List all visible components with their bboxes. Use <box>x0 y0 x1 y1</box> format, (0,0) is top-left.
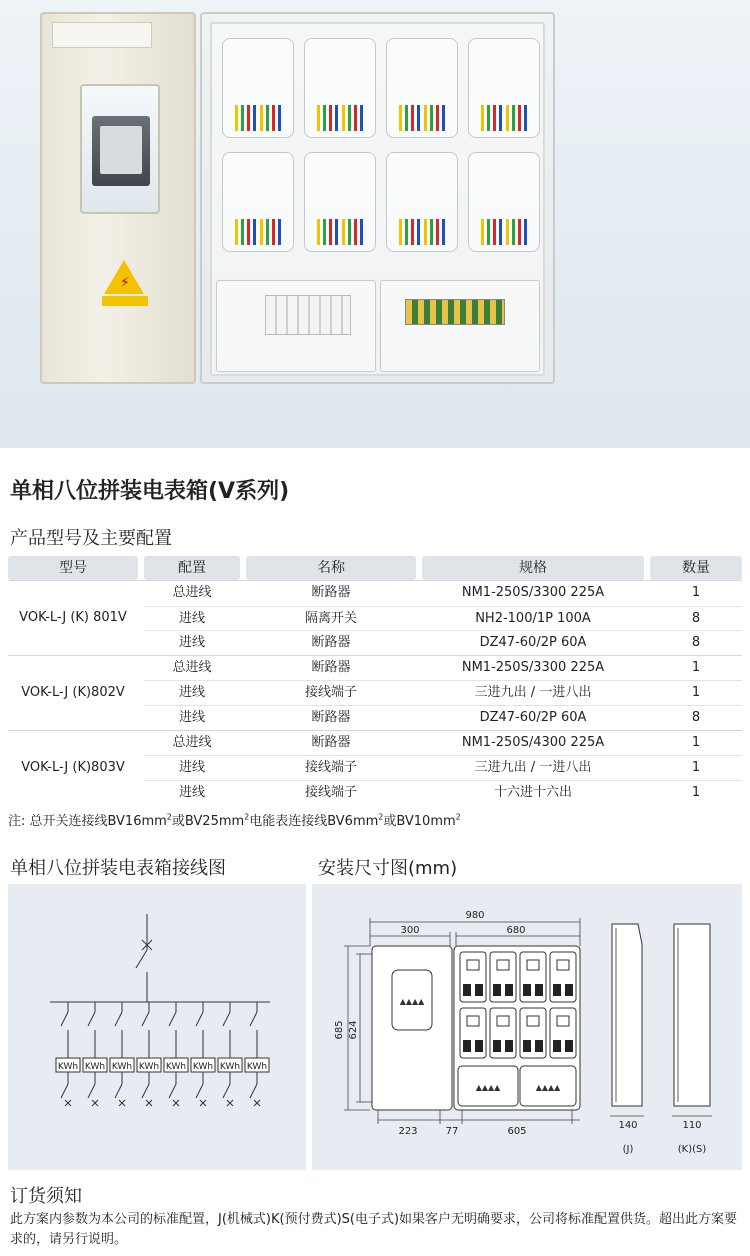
table-group <box>8 730 742 805</box>
table-cell: 断路器 <box>311 585 351 600</box>
dimension-drawing <box>312 884 742 1170</box>
dim-depth-j: 140 <box>618 1120 638 1131</box>
table-row <box>144 656 742 681</box>
table-cell: 1 <box>691 734 701 750</box>
svg-text:▲▲▲▲: ▲▲▲▲ <box>535 1083 561 1092</box>
dim-right-width: 680 <box>506 925 526 936</box>
table-cell: NH2-100/1P 100A <box>475 610 591 626</box>
table-row <box>144 780 742 805</box>
main-breaker <box>92 116 150 186</box>
kwh-label: KWh <box>219 1062 241 1072</box>
model-cell: VOK-L-J (K) 801V <box>19 610 127 625</box>
header-config: 配置 <box>144 556 240 580</box>
dim-bottom-right: 605 <box>507 1126 527 1137</box>
model-cell: VOK-L-J (K)803V <box>21 759 125 775</box>
header-qty: 数量 <box>650 556 742 580</box>
table-cell: 断路器 <box>311 635 351 651</box>
dim-outer-height: 685 <box>334 1020 345 1040</box>
table-cell: 隔离开关 <box>304 610 357 626</box>
header-spec: 规格 <box>422 556 644 580</box>
terminal-compartment <box>380 280 540 372</box>
breaker-compartment <box>216 280 376 372</box>
meter-frame <box>210 22 545 376</box>
kwh-label: KWh <box>246 1062 268 1072</box>
table-cell: 8 <box>691 610 701 626</box>
table-cell: 进线 <box>178 784 205 800</box>
wiring-diagram <box>8 884 306 1170</box>
svg-text:▲▲▲▲: ▲▲▲▲ <box>475 1083 501 1092</box>
kwh-label: KWh <box>57 1062 79 1072</box>
meter-slot <box>304 38 376 138</box>
nameplate <box>52 22 152 48</box>
table-cell: 接线端子 <box>304 685 357 701</box>
table-cell: 进线 <box>178 760 205 776</box>
section-title-wiring: 单相八位拼装电表箱接线图 <box>10 858 226 879</box>
header-name: 名称 <box>246 556 416 580</box>
meter-slot <box>386 38 458 138</box>
section-title-specs: 产品型号及主要配置 <box>10 528 172 549</box>
dim-left-width: 300 <box>400 925 420 936</box>
table-cell: 断路器 <box>311 734 351 750</box>
table-cell: 1 <box>691 585 701 600</box>
dimension-drawing-panel <box>312 884 742 1170</box>
table-cell: 接线端子 <box>304 760 357 776</box>
table-cell: 断路器 <box>311 709 351 725</box>
section-title-dimensions: 安装尺寸图(mm) <box>318 858 458 879</box>
table-cell: 1 <box>691 685 701 701</box>
svg-text:▲▲▲▲: ▲▲▲▲ <box>399 997 425 1006</box>
meter-slot <box>222 38 294 138</box>
table-cell: 进线 <box>178 709 205 725</box>
page-title: 单相八位拼装电表箱(V系列) <box>10 479 290 504</box>
table-group <box>8 655 742 730</box>
table-cell: NM1-250S/4300 225A <box>461 734 605 750</box>
label-j: (J) <box>622 1144 634 1155</box>
table-cell: 8 <box>691 635 701 651</box>
table-cell: 十六进十六出 <box>493 784 572 800</box>
table-row <box>144 680 742 705</box>
dim-depth-ks: 110 <box>682 1120 702 1131</box>
product-photo <box>0 0 750 448</box>
warning-label <box>102 296 148 306</box>
table-cell: 总进线 <box>172 585 212 600</box>
kwh-label: KWh <box>165 1062 187 1072</box>
spec-table <box>8 556 742 804</box>
table-cell: NM1-250S/3300 225A <box>461 585 605 600</box>
cabinet-meter-compartment <box>200 12 555 384</box>
table-cell: 进线 <box>178 610 205 626</box>
order-notice-text: 此方案内参数为本公司的标准配置，J(机械式)K(预付费式)S(电子式)如果客户无明确要求，公司将标准配置供货。超出此方案要求的，请另行说明。 <box>10 1212 738 1247</box>
section-title-order: 订货须知 <box>10 1186 82 1207</box>
dim-total-width: 980 <box>465 910 485 921</box>
dim-bottom-left: 223 <box>398 1126 418 1137</box>
table-cell: DZ47-60/2P 60A <box>479 635 587 651</box>
breaker-window <box>80 84 160 214</box>
table-header <box>8 556 742 580</box>
table-cell: 接线端子 <box>304 784 357 800</box>
table-cell: 1 <box>691 784 701 800</box>
table-cell: 1 <box>691 760 701 776</box>
table-row <box>144 755 742 780</box>
table-cell: 三进九出 / 一进八出 <box>474 685 592 701</box>
wire-note: 注: 总开关连接线$BV16mm^2$或$BV25mm^2$电能表连接线$BV6mm^2$或$BV10mm^2$ <box>8 812 461 829</box>
wiring-diagram-panel <box>8 884 306 1170</box>
kwh-label: KWh <box>84 1062 106 1072</box>
table-cell: 8 <box>691 709 701 725</box>
table-cell: 进线 <box>178 685 205 701</box>
meter-cabinet <box>40 12 555 384</box>
table-cell: 总进线 <box>172 734 212 750</box>
model-cell: VOK-L-J (K)802V <box>21 684 125 700</box>
table-row <box>144 606 742 631</box>
meter-slot <box>468 152 540 252</box>
meter-slot <box>304 152 376 252</box>
table-body <box>8 580 742 804</box>
meter-slot <box>468 38 540 138</box>
table-row <box>144 630 742 655</box>
lightning-icon: ⚡ <box>120 275 130 291</box>
kwh-label: KWh <box>138 1062 160 1072</box>
dim-inner-height: 624 <box>348 1020 359 1040</box>
table-group <box>8 580 742 655</box>
table-row <box>144 731 742 756</box>
table-cell: NM1-250S/3300 225A <box>461 659 605 675</box>
dim-bottom-gap: 77 <box>445 1126 459 1137</box>
table-cell: 三进九出 / 一进八出 <box>474 760 592 776</box>
table-cell: 1 <box>691 659 701 675</box>
meter-slot <box>386 152 458 252</box>
kwh-label: KWh <box>111 1062 133 1072</box>
kwh-label: KWh <box>192 1062 214 1072</box>
meter-slot <box>222 152 294 252</box>
table-row <box>144 581 742 606</box>
label-ks: (K)(S) <box>677 1144 707 1155</box>
table-cell: 总进线 <box>172 659 212 675</box>
cabinet-left-door <box>40 12 196 384</box>
table-row <box>144 705 742 730</box>
table-cell: 断路器 <box>311 659 351 675</box>
table-cell: 进线 <box>178 635 205 651</box>
header-model: 型号 <box>8 556 138 580</box>
table-cell: DZ47-60/2P 60A <box>479 709 587 725</box>
